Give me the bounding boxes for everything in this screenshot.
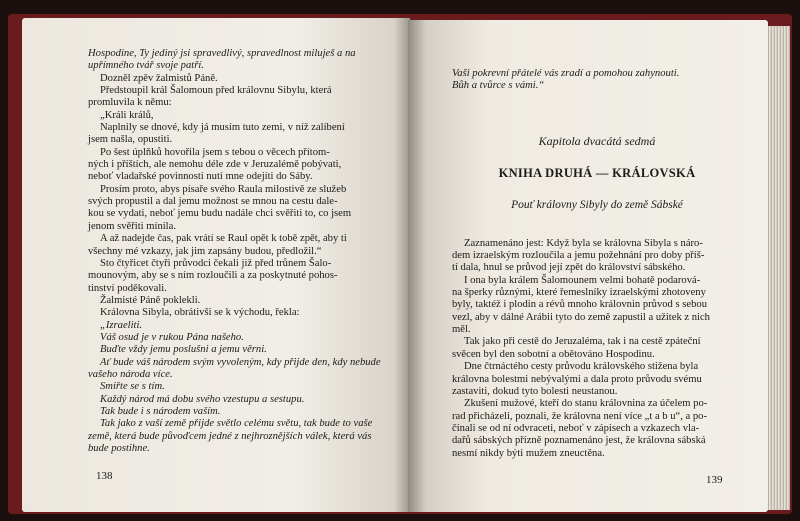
text-line: země, která bude půvoďcem jedné z nejhroznějších válek, která vás (88, 430, 372, 442)
text-line: měl. (452, 324, 471, 336)
chapter-heading: Kapitola dvacátá sedmá (538, 133, 656, 148)
book-title: KNIHA DRUHÁ — KRÁLOVSKÁ (498, 166, 696, 181)
text-line: Královna Sibyla, obrátivši se k východu, řekla: (100, 307, 300, 319)
text-line: Tak bude i s národem vaším. (100, 405, 221, 417)
text-line: dem izraelským rozloučila a jemu požehnání pro doby příš- (452, 250, 705, 262)
text-line: Žalmisté Páně poklekli. (100, 294, 201, 306)
text-line: „Králi králů, (100, 109, 154, 121)
text-line: vezl, aby v dálné Arábii tyto do země zapustil a užitek z nich (452, 311, 710, 323)
page-number-left: 138 (96, 470, 113, 482)
text-line: neboť vladařské povinnosti nutí mne odejíti do Sáby. (88, 171, 313, 183)
text-line: kou se vydati, neboť jemu budu nadále chci svěřiti to, co jsem (88, 208, 352, 220)
text-line: A až nadejde čas, pak vrátí se Raul opět k tobě zpět, aby ti (100, 233, 347, 245)
text-line: nesmí nikdy býti mužem zneuctěna. (452, 447, 605, 459)
text-line: Naplnily se dnové, kdy já musím tuto zemi, v níž zalíbení (100, 122, 345, 134)
right-page-body (452, 238, 742, 460)
text-line: Po šest úplňků hovořila jsem s tebou o věcech přítom- (100, 146, 330, 158)
text-line: svých propustil a dal jemu možnost se mnou na cestu dale- (88, 196, 338, 208)
text-line: Dozněl zpěv žalmistů Páně. (100, 72, 218, 84)
text-line: Smiřte se s tím. (100, 381, 165, 393)
text-line: Prosím proto, abys písaře svého Raula milostivě ze služeb (100, 183, 347, 195)
right-page-top-lines (452, 68, 742, 93)
left-page-text (88, 48, 388, 455)
text-line: upřímného tvář svoje patří. (88, 60, 204, 72)
text-line: Vaši pokrevní přátelé vás zradí a pomohou zahynouti. (452, 68, 680, 79)
text-line: Ať bude váš národem svým vyvoleným, kdy přijde den, kdy nebude (100, 356, 381, 368)
text-line: jenom svěřiti mínila. (88, 220, 176, 232)
text-line: Zkušení mužové, kteří do stanu královnina za účelem po- (464, 398, 708, 410)
text-line: Sto čtyřicet čtyři průvodci čekali již před trůnem Šalo- (100, 257, 332, 269)
text-line: promluvila k němu: (88, 97, 172, 109)
text-line: královna bolestmi nebývalými a dala proto průvodu svému (452, 373, 702, 385)
text-line: zastaviti, dokud tyto bolesti neustanou. (452, 385, 618, 397)
text-line: Buďte vždy jemu poslušni a jemu věrni. (100, 344, 267, 356)
text-line: bude postihne. (88, 443, 150, 454)
text-line: byly, taktéž i plodin a révů mnoho královnin průvod s sebou (452, 299, 707, 311)
text-line: jsem našla, opustiti. (88, 134, 173, 146)
text-line: Každý národ má dobu svého vzestupu a sestupu. (100, 393, 305, 405)
text-line: dařů sábských přízně poznamenáno jest, že královna sábská (452, 435, 706, 447)
text-line: Předstoupil král Šalomoun před královnu Sibylu, která (100, 85, 332, 97)
text-line: Tak jako z vaší země přijde světlo celému světu, tak bude to vaše (100, 418, 373, 430)
section-subtitle: Pouť královny Sibyly do země Sábské (511, 199, 683, 212)
text-line: Váš osud je v rukou Pána našeho. (100, 331, 244, 343)
text-line: I ona byla králem Šalomounem velmi bohatě podarová- (464, 274, 701, 286)
text-line: rad přicházeli, poznali, že královna není více „t a b u“, a po- (452, 410, 708, 422)
text-line: mounovým, aby se s ním rozloučili a za poskytnuté pohos- (88, 270, 338, 282)
page-number-right: 139 (706, 474, 723, 486)
text-line: „Izraeliti. (100, 319, 143, 331)
text-line: Bůh a tvůrce s vámi.“ (452, 80, 545, 92)
text-line: ných i příštích, ale nemohu déle zde v Jeruzalémě pobývati, (88, 159, 342, 171)
right-page-text (452, 68, 742, 460)
text-line: tinství poděkovali. (88, 282, 167, 294)
text-line: Hospodine, Ty jediný jsi spravedlivý, spravedlnost miluješ a na (88, 48, 356, 59)
text-line: svěcen byl den sobotní a obětováno Hospodinu. (452, 348, 655, 360)
text-line: na šperky různými, které řemeslníky izraelskými zhotoveny (452, 287, 706, 299)
text-line: Zaznamenáno jest: Když byla se královna Sibyla s náro- (464, 237, 703, 249)
text-line: Tak jako při cestě do Jeruzaléma, tak i na cestě zpáteční (464, 336, 701, 348)
text-line: vašeho národa více. (88, 368, 173, 380)
text-line: všechny mé vzkazy, jak jim zapsány budou, předložil.“ (88, 245, 322, 257)
text-line: Dne čtrnáctého cesty průvodu královského stižena byla (464, 361, 699, 373)
text-line: tí dala, hnul se průvod její zpět do království sábského. (452, 262, 686, 274)
text-line: čínali se od ní odvraceti, neboť v zápisech a vzkazech vla- (452, 422, 700, 434)
